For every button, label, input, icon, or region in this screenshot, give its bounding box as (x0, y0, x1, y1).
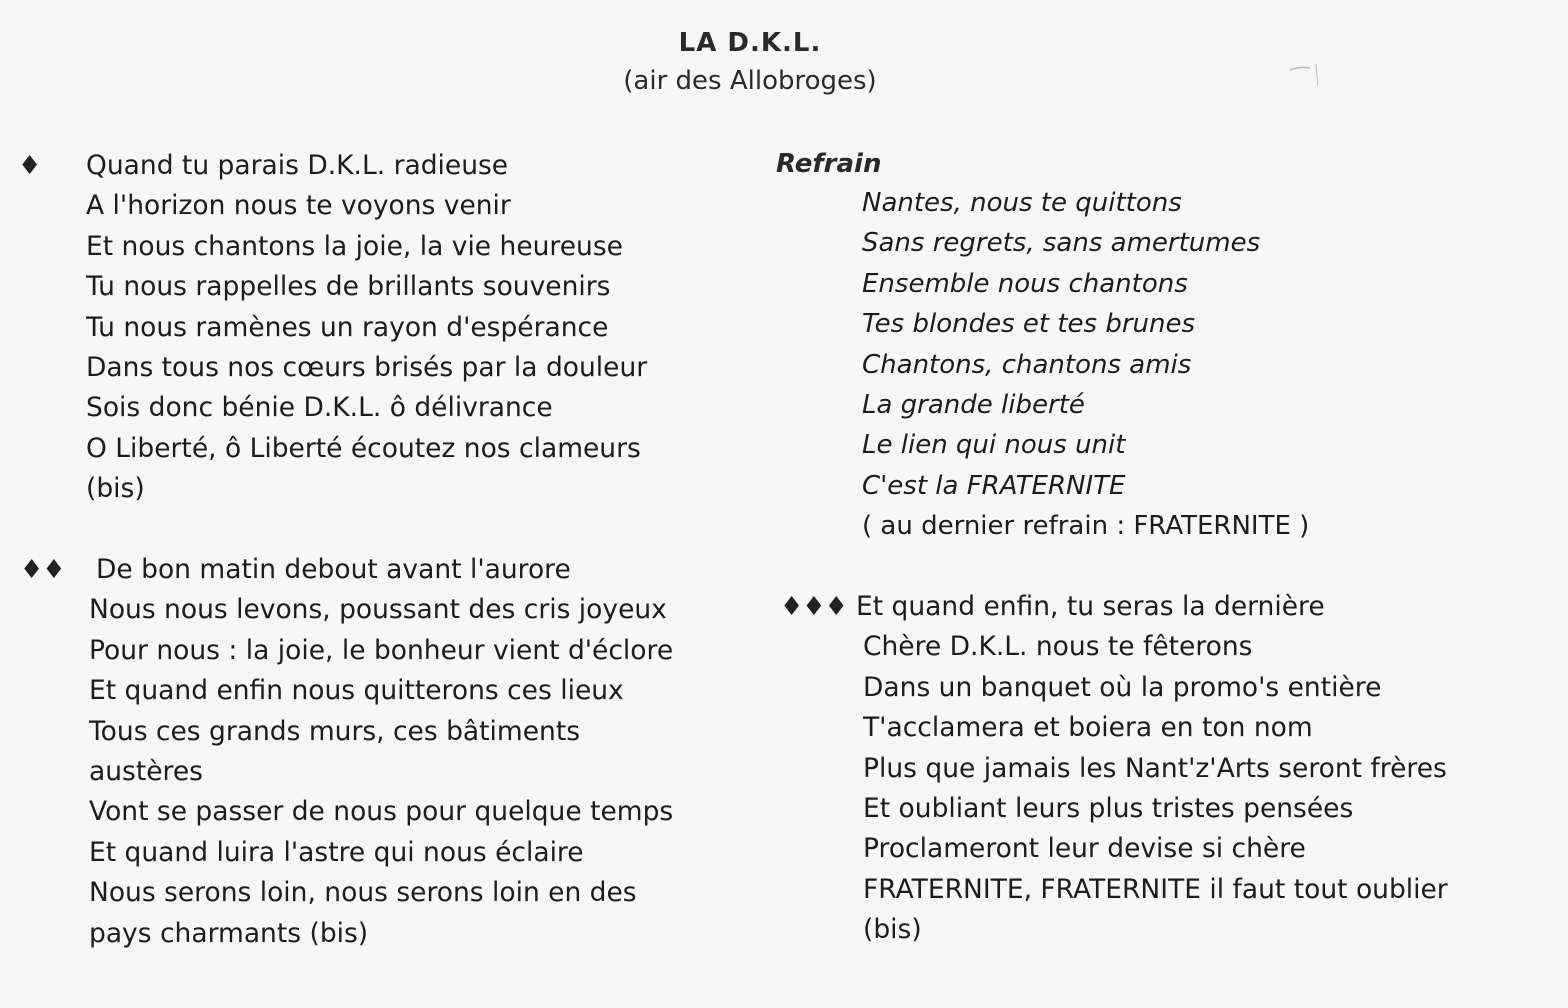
stanza-1-line: Et nous chantons la joie, la vie heureuse (86, 230, 623, 262)
stanza-2-line: Vont se passer de nous pour quelque temps (89, 796, 674, 828)
stanza-3-line: Proclameront leur devise si chère (863, 833, 1306, 865)
song-title: LA D.K.L. (678, 28, 822, 58)
stanza-1 (86, 146, 647, 510)
stanza-1-line: Sois donc bénie D.K.L. ô délivrance (86, 392, 553, 424)
refrain-line: Sans regrets, sans amertumes (862, 228, 1261, 259)
refrain-line: Le lien qui nous unit (862, 430, 1126, 461)
refrain (862, 183, 1309, 547)
stanza-2-marker: ♦♦ (20, 555, 65, 585)
stanza-3-marker: ♦♦♦ (780, 592, 847, 622)
stanza-3-line: Et oubliant leurs plus tristes pensées (863, 792, 1354, 824)
stanza-2-line: Nous nous levons, poussant des cris joyeux (89, 594, 667, 626)
stanza-2-line: Pour nous : la joie, le bonheur vient d'éclore (89, 634, 674, 666)
stanza-2-line: pays charmants (bis) (89, 917, 369, 949)
stanza-3-line: Plus que jamais les Nant'z'Arts seront frères (863, 752, 1447, 784)
refrain-line: Nantes, nous te quittons (862, 188, 1182, 218)
stanza-1-line: Quand tu parais D.K.L. radieuse (86, 150, 509, 181)
stanza-2-line: austères (89, 755, 203, 787)
stanza-2-line: Tous ces grands murs, ces bâtiments (89, 715, 581, 747)
pencil-mark (1286, 60, 1326, 90)
stanza-3 (856, 587, 1448, 951)
refrain-line: Ensemble nous chantons (862, 268, 1188, 299)
stanza-2 (89, 550, 673, 954)
stanza-3-line: (bis) (863, 914, 922, 946)
stanza-2-line: Et quand luira l'astre qui nous éclaire (89, 836, 584, 868)
stanza-1-line: Dans tous nos cœurs brisés par la douleur (86, 351, 648, 383)
stanza-3-line: FRATERNITE, FRATERNITE il faut tout oublier (863, 873, 1448, 905)
stanza-1-line: Tu nous rappelles de brillants souvenirs (86, 271, 611, 303)
stanza-3-line: Dans un banquet où la promo's entière (863, 671, 1382, 703)
refrain-note: ( au dernier refrain : FRATERNITE ) (862, 511, 1310, 542)
refrain-line: Chantons, chantons amis (862, 349, 1192, 380)
stanza-3-line: Et quand enfin, tu seras la dernière (856, 591, 1325, 622)
stanza-3-line: T'acclamera et boiera en ton nom (863, 712, 1313, 744)
stanza-2-line: De bon matin debout avant l'aurore (96, 554, 571, 585)
song-subtitle: (air des Allobroges) (623, 66, 877, 96)
stanza-2-line: Nous serons loin, nous serons loin en des (89, 877, 637, 909)
refrain-line: Tes blondes et tes brunes (862, 309, 1196, 340)
stanza-1-line: A l'horizon nous te voyons venir (86, 190, 511, 222)
stanza-1-line: Tu nous ramènes un rayon d'espérance (86, 311, 609, 343)
stanza-1-marker: ♦ (18, 151, 41, 181)
refrain-heading: Refrain (776, 149, 882, 179)
stanza-1-line: O Liberté, ô Liberté écoutez nos clameurs (86, 432, 641, 464)
stanza-1-line: (bis) (86, 473, 145, 505)
stanza-3-line: Chère D.K.L. nous te fêterons (863, 631, 1253, 663)
stanza-2-line: Et quand enfin nous quitterons ces lieux (89, 675, 624, 707)
refrain-line: C'est la FRATERNITE (862, 470, 1126, 501)
refrain-line: La grande liberté (862, 389, 1085, 420)
